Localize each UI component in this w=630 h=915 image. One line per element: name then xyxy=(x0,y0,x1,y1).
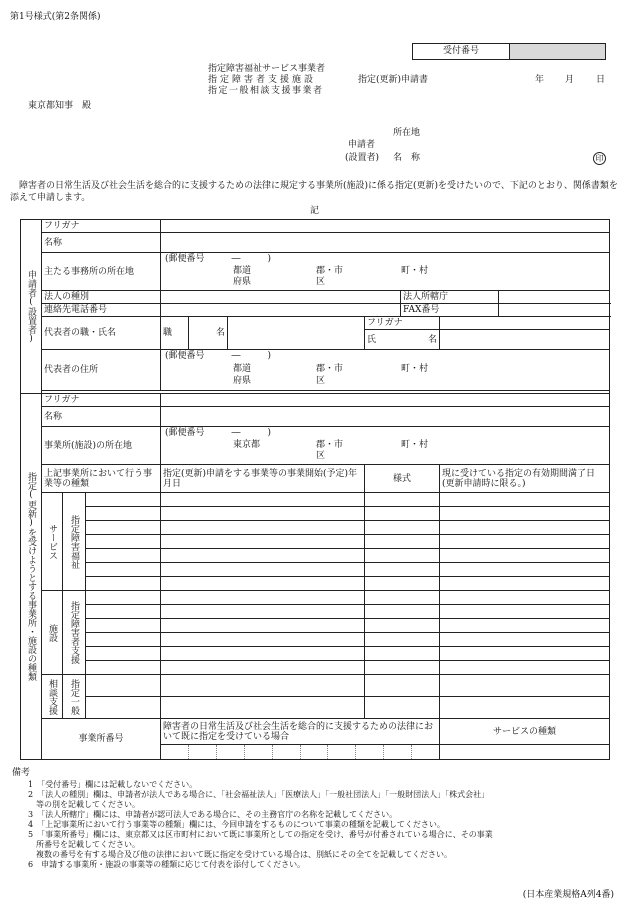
gunshi-label-2: 郡・市 xyxy=(316,364,344,374)
service-row-valid[interactable] xyxy=(440,549,610,563)
note-item: 3 「法人所轄庁」欄には、申請者が認可法人である場合に、その主務官庁の名称を記載してください。 xyxy=(28,810,398,819)
rep-shoku-label: 職 xyxy=(161,317,189,350)
facility-row-valid[interactable] xyxy=(440,619,610,633)
section2-label: 指定(更新)を受けようとする事業所・施設の種類 xyxy=(26,472,36,681)
facility-row-type[interactable] xyxy=(86,591,161,605)
facility-row-style[interactable] xyxy=(365,605,440,619)
applicant-label: 申請者 xyxy=(348,140,376,150)
service-row-type[interactable] xyxy=(86,549,161,563)
consult-group-label: 相談支援 xyxy=(42,675,63,719)
name-label-2: 名称 xyxy=(42,407,161,427)
fuken-label-1: 府県 xyxy=(233,277,252,287)
col-valid-header: 現に受けている指定の有効期間満了日(更新申請時に限る。) xyxy=(440,465,610,493)
facility-row-type[interactable] xyxy=(86,661,161,675)
corp-office-label: 法人所轄庁 xyxy=(401,291,499,304)
service-row-start[interactable] xyxy=(161,577,365,591)
ku-label-1: 区 xyxy=(316,277,326,287)
postal-label-1: (郵便番号 ― ) xyxy=(165,254,272,264)
postal-label-2: (郵便番号 ― ) xyxy=(165,351,272,361)
service-row-type[interactable] xyxy=(86,493,161,507)
facility-row-style[interactable] xyxy=(365,647,440,661)
facility-row-valid[interactable] xyxy=(440,591,610,605)
rep-title-name-label: 代表者の職・氏名 xyxy=(42,317,161,350)
note-item: 複数の番号を有する場合及び他の法律において既に指定を受けている場合は、別紙にその全てを記載してください。 xyxy=(28,850,452,859)
applicant-address-label: 所在地 xyxy=(393,128,421,138)
service-type-input[interactable] xyxy=(440,745,610,760)
main-office-label: 主たる事務所の所在地 xyxy=(42,253,161,291)
application-table xyxy=(20,219,610,760)
name-input-1[interactable] xyxy=(161,233,610,253)
service-row-style[interactable] xyxy=(365,549,440,563)
service-row-type[interactable] xyxy=(86,521,161,535)
note-item: 2 「法人の種別」欄は、申請者が法人である場合に、「社会福祉法人」「医療法人」「一般社団法人」「一般財団法人」「株式会社」 xyxy=(28,790,490,799)
receipt-box xyxy=(412,43,606,60)
title-suffix: 指定(更新)申請書 xyxy=(358,75,429,85)
col-business-header: 上記事業所において行う事業等の種類 xyxy=(42,465,161,493)
contact-tel-label: 連絡先電話番号 xyxy=(42,304,161,317)
service-row-type[interactable] xyxy=(86,535,161,549)
rep-furigana-input[interactable] xyxy=(440,317,610,330)
note-item: 6 申請する事業所・施設の事業等の種類に応じて付表を添付してください。 xyxy=(28,860,306,869)
service-row-style[interactable] xyxy=(365,507,440,521)
furigana-label-2: フリガナ xyxy=(42,394,161,407)
section2-label-cell xyxy=(21,394,42,760)
consult-shitei-label: 指定一般 xyxy=(63,675,86,719)
rep-address-label: 代表者の住所 xyxy=(42,350,161,391)
consult-row-type[interactable] xyxy=(86,697,161,719)
rep-mei-label: 名 xyxy=(189,317,228,350)
facility-row-type[interactable] xyxy=(86,647,161,661)
facility-row-style[interactable] xyxy=(365,619,440,633)
corp-type-input[interactable] xyxy=(161,291,401,304)
applicant-name-label: 名 称 xyxy=(393,153,421,163)
postal-label-3: (郵便番号 ― ) xyxy=(165,428,272,438)
furigana-label-1: フリガナ xyxy=(42,220,161,233)
ki-label: 記 xyxy=(310,206,320,216)
consult-row-start[interactable] xyxy=(161,697,365,719)
setter-label: (設置者) xyxy=(345,153,380,163)
corp-type-label: 法人の種別 xyxy=(42,291,161,304)
office-no-label: 事業所番号 xyxy=(42,719,161,760)
note-item: 5 「事業所番号」欄には、東京都又は区市町村において既に事業所としての指定を受け、番号が付番されている場合に、その事業 xyxy=(28,830,493,839)
facility-row-valid[interactable] xyxy=(440,605,610,619)
fax-input[interactable] xyxy=(499,304,610,317)
furigana-input-2[interactable] xyxy=(161,394,610,407)
facility-row-type[interactable] xyxy=(86,633,161,647)
fuken-label-2: 府県 xyxy=(233,376,252,386)
service-group-label: サービス xyxy=(42,493,63,591)
fax-label: FAX番号 xyxy=(401,304,499,317)
chouson-label-3: 町・村 xyxy=(401,440,429,450)
consult-row-valid[interactable] xyxy=(440,697,610,719)
facility-row-style[interactable] xyxy=(365,591,440,605)
name-label-1: 名称 xyxy=(42,233,161,253)
receipt-value[interactable] xyxy=(510,44,605,59)
facility-location-input[interactable] xyxy=(161,427,610,465)
todo-label-2: 都道 xyxy=(233,364,252,374)
service-row-start[interactable] xyxy=(161,521,365,535)
service-row-style[interactable] xyxy=(365,521,440,535)
note-item: 4 「上記事業所において行う事業等の種類」欄には、今回申請をするものについて事業の種類を記載してください。 xyxy=(28,820,445,829)
office-no-input[interactable] xyxy=(161,745,440,760)
service-row-valid[interactable] xyxy=(440,563,610,577)
service-row-start[interactable] xyxy=(161,535,365,549)
facility-row-valid[interactable] xyxy=(440,661,610,675)
service-type-label: サービスの種類 xyxy=(440,719,610,745)
facility-row-start[interactable] xyxy=(161,661,365,675)
service-row-valid[interactable] xyxy=(440,521,610,535)
consult-row-type[interactable] xyxy=(86,675,161,697)
main-office-input[interactable] xyxy=(161,253,610,291)
title-type-3: 指定一般相談支援事業者 xyxy=(208,86,324,96)
already-label: 障害者の日常生活及び社会生活を総合的に支援するための法律において既に指定を受けている場合 xyxy=(161,719,440,745)
notes-heading: 備考 xyxy=(12,768,31,778)
corp-office-input[interactable] xyxy=(499,291,610,304)
facility-row-start[interactable] xyxy=(161,605,365,619)
facility-row-type[interactable] xyxy=(86,619,161,633)
service-row-valid[interactable] xyxy=(440,535,610,549)
service-row-type[interactable] xyxy=(86,563,161,577)
facility-row-valid[interactable] xyxy=(440,633,610,647)
facility-row-start[interactable] xyxy=(161,647,365,661)
gunshi-label-3: 郡・市 xyxy=(316,440,344,450)
seal-mark: 印 xyxy=(593,152,606,165)
ku-label-2: 区 xyxy=(316,376,326,386)
facility-row-valid[interactable] xyxy=(440,647,610,661)
col-start-header: 指定(更新)申請をする事業等の事業開始(予定)年月日 xyxy=(161,465,365,493)
chouson-label-2: 町・村 xyxy=(401,364,429,374)
facility-group-label: 施設 xyxy=(42,591,63,675)
tokyo-label: 東京都 xyxy=(233,440,261,450)
consult-row-start[interactable] xyxy=(161,675,365,697)
service-row-valid[interactable] xyxy=(440,493,610,507)
facility-row-start[interactable] xyxy=(161,619,365,633)
todo-label-1: 都道 xyxy=(233,266,252,276)
section1-label: 申請者(設置者) xyxy=(26,269,36,344)
title-type-2: 指定障害者支援施設 xyxy=(208,75,317,85)
facility-row-style[interactable] xyxy=(365,633,440,647)
rep-address-input[interactable] xyxy=(161,350,610,391)
title-type-1: 指定障害福祉サービス事業者 xyxy=(208,64,326,74)
service-row-style[interactable] xyxy=(365,535,440,549)
note-item: 等の別を記載してください。 xyxy=(28,800,140,809)
service-row-start[interactable] xyxy=(161,563,365,577)
service-row-valid[interactable] xyxy=(440,507,610,521)
chouson-label-1: 町・村 xyxy=(401,266,429,276)
section1-label-cell xyxy=(21,220,42,394)
service-row-style[interactable] xyxy=(365,493,440,507)
service-row-style[interactable] xyxy=(365,563,440,577)
note-item: 1 「受付番号」欄には記載しないでください。 xyxy=(28,780,198,789)
receipt-label: 受付番号 xyxy=(413,44,510,59)
service-row-start[interactable] xyxy=(161,493,365,507)
service-row-type[interactable] xyxy=(86,577,161,591)
gunshi-label-1: 郡・市 xyxy=(316,266,344,276)
note-item: 所番号を記載してください。 xyxy=(28,840,140,849)
footer-standard: (日本産業規格A列4番) xyxy=(522,890,614,900)
name-input-2[interactable] xyxy=(161,407,610,427)
addressee: 東京都知事 殿 xyxy=(28,101,92,111)
rep-name-input[interactable] xyxy=(440,330,610,350)
consult-row-style[interactable] xyxy=(365,697,440,719)
date-day: 日 xyxy=(596,75,606,85)
service-row-valid[interactable] xyxy=(440,577,610,591)
service-row-type[interactable] xyxy=(86,507,161,521)
contact-tel-input[interactable] xyxy=(161,304,401,317)
notes-list xyxy=(28,780,628,870)
col-style-header: 様式 xyxy=(365,465,440,493)
furigana-input-1[interactable] xyxy=(161,220,610,233)
service-shitei-label: 指定障害福祉 xyxy=(63,493,86,591)
rep-title-input[interactable] xyxy=(228,317,365,350)
service-row-start[interactable] xyxy=(161,507,365,521)
date-year: 年 xyxy=(535,75,545,85)
rep-shi-mei-label: 氏 名 xyxy=(365,330,440,350)
form-id: 第1号様式(第2条関係) xyxy=(10,12,101,22)
ku-label-3: 区 xyxy=(316,451,326,461)
service-row-style[interactable] xyxy=(365,577,440,591)
consult-row-valid[interactable] xyxy=(440,675,610,697)
facility-shitei-label: 指定障害者支援 xyxy=(63,591,86,675)
facility-row-start[interactable] xyxy=(161,591,365,605)
date-month: 月 xyxy=(565,75,575,85)
service-row-start[interactable] xyxy=(161,549,365,563)
facility-row-style[interactable] xyxy=(365,661,440,675)
facility-row-type[interactable] xyxy=(86,605,161,619)
consult-row-style[interactable] xyxy=(365,675,440,697)
facility-location-label: 事業所(施設)の所在地 xyxy=(42,427,161,465)
intro-text: 障害者の日常生活及び社会生活を総合的に支援するための法律に規定する事業所(施設)に係る指定(更新)を受けたいので、下記のとおり、関係書類を添えて申請します。 xyxy=(10,181,618,203)
facility-row-start[interactable] xyxy=(161,633,365,647)
rep-furigana-label: フリガナ xyxy=(365,317,440,330)
